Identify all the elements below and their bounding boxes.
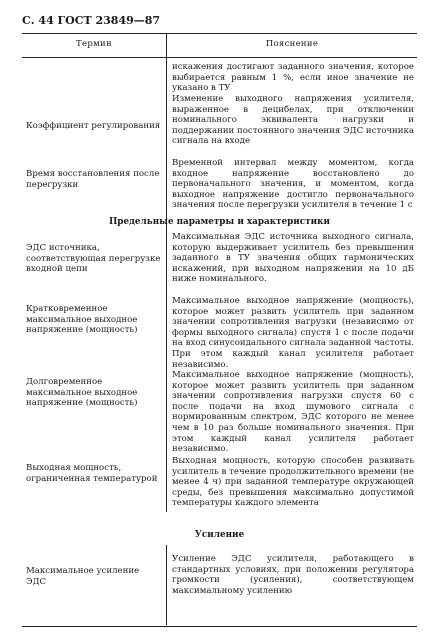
- definition-continuation: искажения достигают заданного значения, которое выбирается равным 1 %, если иное значение не указано в ТУ: [172, 62, 414, 94]
- definition-long-term-power: Максимальное выходное напряжение (мощность), которое может развить усилитель при заданном значении сопротивления нагрузки спустя 60 с после подачи на вход шумового сигнала с нормированным спектром, ЭДС которого не менее чем в 10 раз больше номинального значения. При этом каждый канал усилителя работает независимо.: [172, 370, 414, 455]
- definition-temp-limited-power: Выходная мощность, которую способен развивать усилитель в течение продолжительного времени (не менее 4 ч) при заданной температуре окружающей среды, без превышения максимально допустимой температуры каждого элемента: [172, 456, 414, 509]
- term-overload-emf: ЭДС источника, соответствующая перегрузке входной цепи: [26, 243, 161, 275]
- column-divider: [166, 33, 167, 512]
- term-long-term-power: Долговременное максимальное выходное напряжение (мощность): [26, 377, 138, 409]
- term-short-term-power: Кратковременное максимальное выходное напряжение (мощность): [26, 304, 138, 336]
- term-regulation-coefficient: Коэффициент регулирования: [26, 121, 161, 131]
- definition-short-term-power: Максимальное выходное напряжение (мощность), которое может развить усилитель при заданном значении сопротивления нагрузки (независимо от формы выходного сигнала) спустя 1 с после подачи на вход синусоидального сигнала заданной частоты. При этом каждый канал усилителя работает независимо.: [172, 296, 414, 370]
- definition-regulation-coefficient: Изменение выходного напряжения усилителя, выраженное в децибелах, при отключении номинального эквивалента нагрузки и поддержании постоянного значения ЭДС источника сигнала на входе: [172, 94, 415, 147]
- column-header-explanation: Пояснение: [265, 39, 319, 49]
- definition-max-emf-gain: Усиление ЭДС усилителя, работающего в стандартных условиях, при положении регулятора громкости (усиления), соответствующем максимальному усилению: [172, 554, 414, 596]
- column-header-term: Термин: [76, 39, 112, 49]
- section-heading-limits: Предельные параметры и характеристики: [109, 217, 330, 227]
- section-heading-gain: Усиление: [194, 530, 245, 540]
- term-recovery-time: Время восстановления после перегрузки: [26, 169, 160, 190]
- definition-overload-emf: Максимальная ЭДС источника выходного сигнала, которую выдерживает усилитель без превышения заданного в ТУ значения общих гармонических искажений, при выходном напряжении на 10 дБ ниже номинального.: [172, 232, 414, 285]
- definition-recovery-time: Временной интервал между моментом, когда входное напряжение восстановлено до первоначального значения, и моментом, когда выходное напряжение достигло первоначального значения после перегрузки усилителя в течение 1 с: [172, 158, 414, 211]
- column-divider-lower: [166, 545, 167, 625]
- table-header-row: [22, 33, 417, 58]
- page-header: С. 44 ГОСТ 23849—87: [22, 14, 161, 27]
- term-temp-limited-power: Выходная мощность, ограниченная температурой: [26, 463, 158, 484]
- term-max-emf-gain: Максимальное усиление ЭДС: [26, 566, 140, 587]
